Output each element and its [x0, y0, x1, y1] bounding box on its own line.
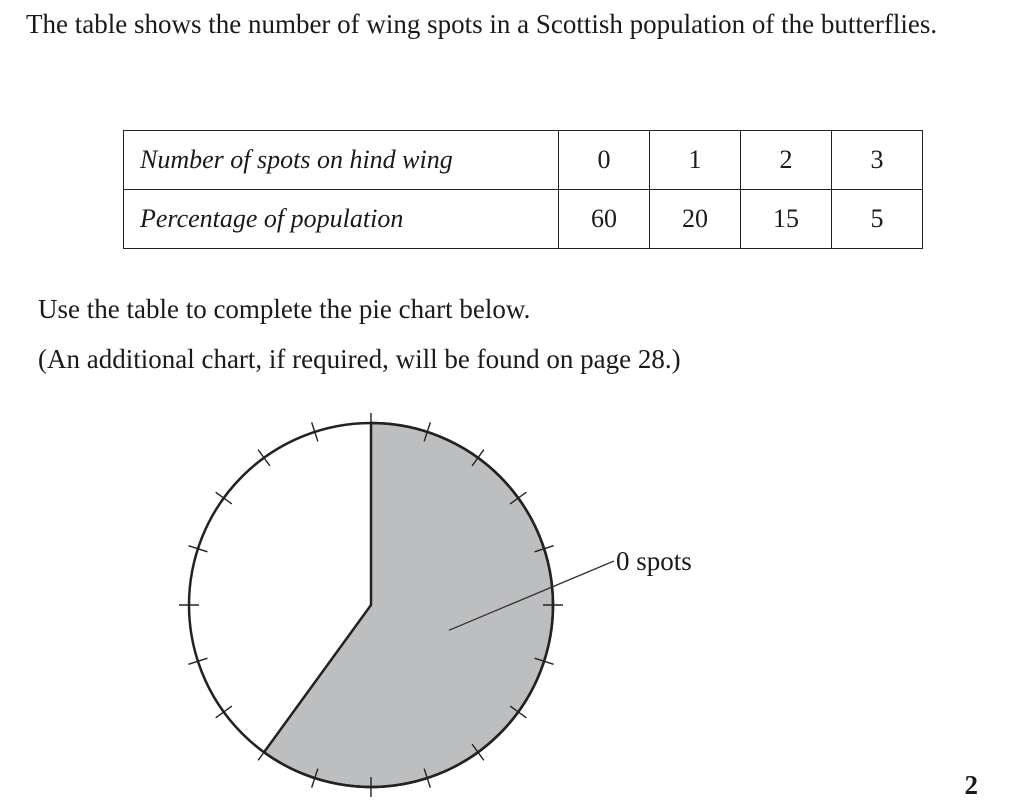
header-value-1: 1: [650, 131, 741, 190]
row-value-0: 60: [559, 190, 650, 249]
header-value-2: 2: [741, 131, 832, 190]
spots-table: [123, 130, 923, 249]
table-row-spots: [124, 131, 923, 190]
page-number: 2: [964, 770, 978, 800]
header-value-0: 0: [559, 131, 650, 190]
row-value-1: 20: [650, 190, 741, 249]
instruction-text: Use the table to complete the pie chart below.: [38, 294, 531, 324]
row-value-3: 5: [832, 190, 923, 249]
row-value-2: 15: [741, 190, 832, 249]
row-label: Percentage of population: [124, 190, 559, 249]
intro-text: The table shows the number of wing spots in a Scottish population of the butterflies.: [26, 9, 938, 39]
header-value-3: 3: [832, 131, 923, 190]
note-text: (An additional chart, if required, will be found on page 28.): [38, 344, 681, 374]
pie-chart: [0, 400, 760, 810]
header-label: Number of spots on hind wing: [124, 131, 559, 190]
slice-label-0: 0 spots: [616, 546, 692, 576]
table-row-percentage: [124, 190, 923, 249]
